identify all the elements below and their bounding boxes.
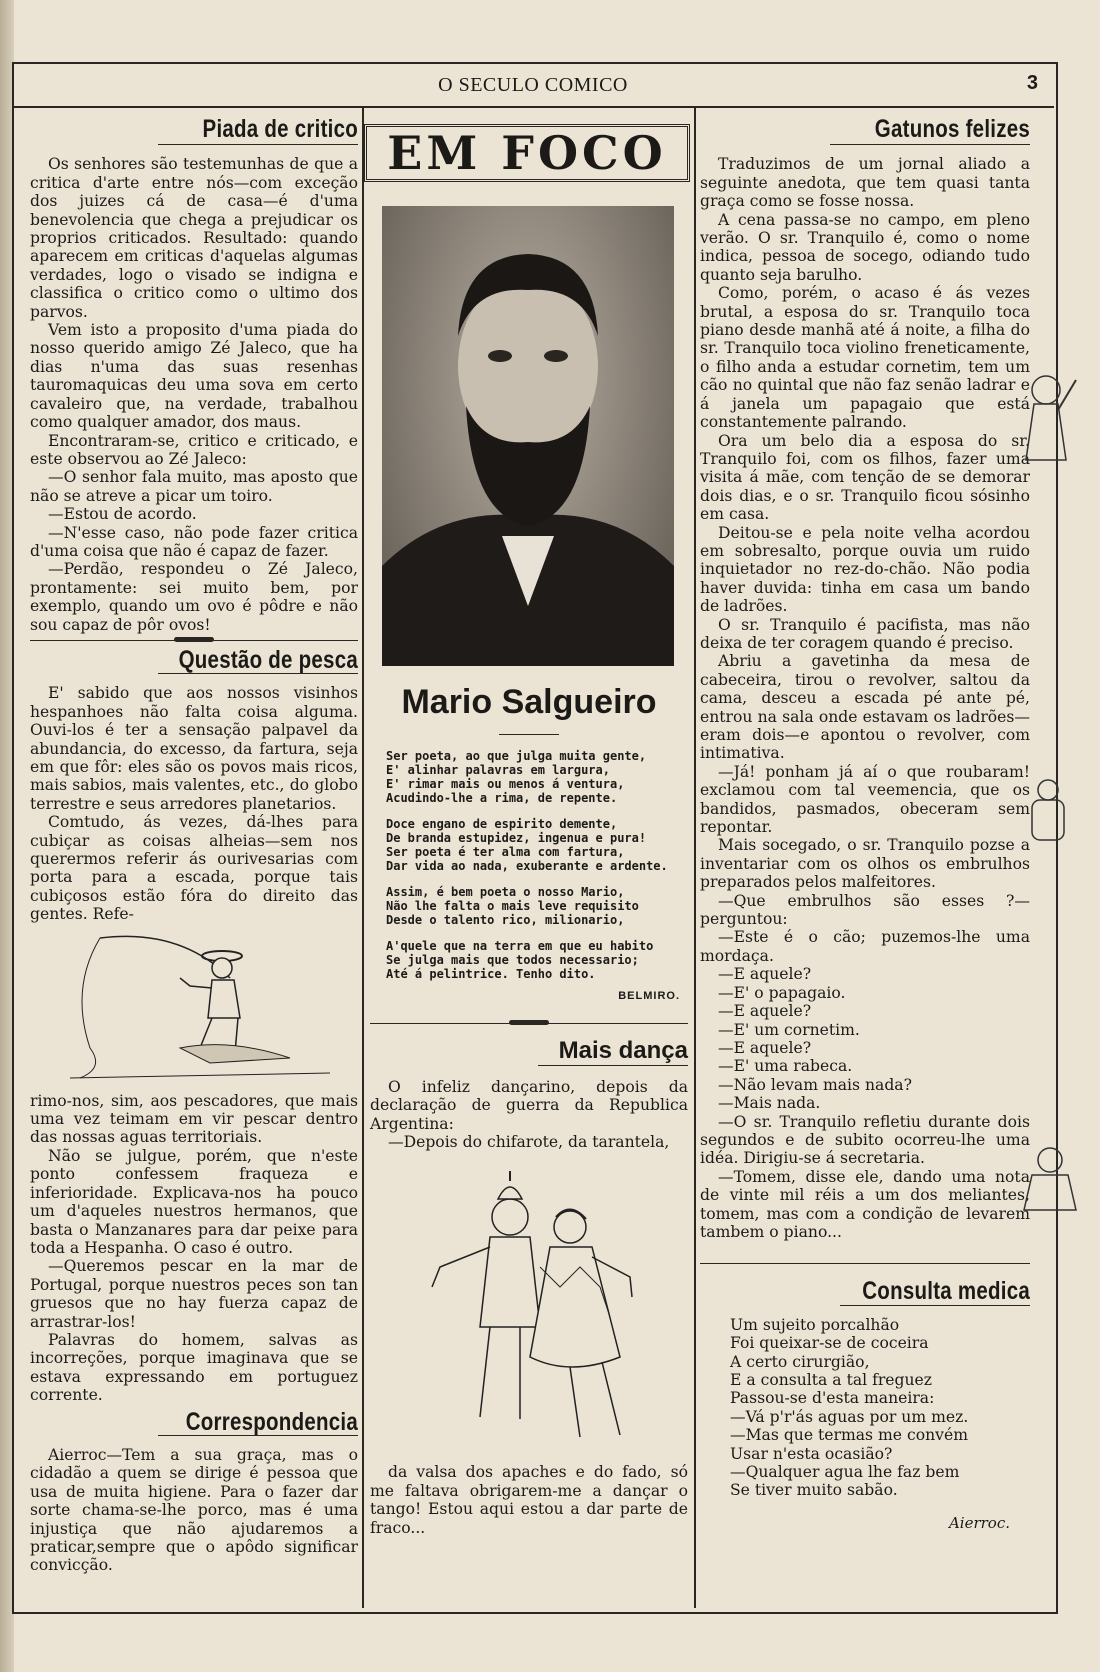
portrait-figure [382,206,674,666]
heading-rule [538,1065,688,1066]
consulta-heading: Consulta medica [862,1277,1030,1306]
pesca-article-top [30,684,358,923]
paragraph: Traduzimos de um jornal aliado a seguinte anedota, que tem quasi tanta graça como se fosse nossa. [700,155,1030,211]
poem-line: E' alinhar palavras em largura, [386,763,610,777]
paragraph: Como, porém, o acaso é ás vezes brutal, a esposa do sr. Tranquilo toca piano desde manhã até á noite, a filha do sr. Tranquilo toca violino freneticamente, o filho anda a estudar cornetim, tem um cão no quintal que não faz senão ladrar e á janela um papagaio que está constantemente palrando. [700,284,1030,432]
section-divider [700,1263,1030,1264]
poem-line: Até á pelintrice. Tenho dito. [386,967,596,981]
verse-line: Um sujeito porcalhão [730,1315,900,1334]
verse-line: Se tiver muito sabão. [730,1481,898,1500]
poem-line: Se julga mais que todos necessario; [386,953,639,967]
poem-signature: BELMIRO. [618,990,680,1002]
paragraph: —E' um cornetim. [718,1020,860,1039]
column-left [30,115,358,1575]
stanza-gap [386,805,688,817]
stanza-gap [386,927,688,939]
em-foco-title: EM FOCO [387,126,667,180]
paragraph: —O senhor fala muito, mas aposto que não se atreve a picar um toiro. [30,468,358,505]
correspondencia-heading: Correspondencia [185,1407,358,1436]
paragraph: —Perdão, respondeu o Zé Jaleco, prontamente: sei muito bem, por exemplo, quando um ovo é pôdre e não sou capaz de pôr ovos! [30,560,358,634]
verse-line: Usar n'esta ocasião? [730,1444,893,1463]
paragraph: E' sabido que aos nossos visinhos hespanhoes não falta coisa alguma. Ouvi-los é ter a sensação palpavel da abundancia, do excesso, da fartura, seja em que fôr: eles são os povos mais ricos, mais sabios, mais valentes, etc., do globo terrestre e seus arredores planetarios. [30,684,358,813]
paragraph: —Que embrulhos são esses ?—perguntou: [700,891,1030,929]
fisherman-illustration [30,928,358,1088]
verse-line: A certo cirurgião, [730,1352,870,1371]
verse-line: —Vá p'r'ás aguas por um mez. [730,1407,969,1426]
poem-line: A'quele que na terra em que eu habito [386,939,654,953]
paragraph: —Este é o cão; puzemos-lhe uma mordaça. [700,928,1030,965]
paragraph: —N'esse caso, não pode fazer critica d'uma coisa que não é capaz de fazer. [30,523,358,560]
paragraph: Mais socegado, o sr. Tranquilo pozse a inventariar com os olhos os embrulhos preparados pelos malfeitores. [700,836,1030,892]
gatunos-article [700,155,1030,1241]
poem-line: Desde o talento rico, milionario, [386,913,625,927]
name-rule [499,734,559,735]
paragraph: Encontraram-se, critico e criticado, e este observou ao Zé Jaleco: [30,431,358,468]
page-number: 3 [1026,72,1038,94]
paragraph: O sr. Tranquilo é pacifista, mas não deixa de ter coragem quando é preciso. [700,615,1030,652]
correspondencia-text: Aierroc—Tem a sua graça, mas o cidadão a quem se dirige é pessoa que usa de muita higiene. Para o fazer dar sorte chama-se-lhe porco, mas é uma injustiça que não ajudaremos a praticar,sempre que o apôdo significar convicção. [30,1445,358,1575]
paragraph: —E aquele? [718,965,812,984]
em-foco-banner [364,124,690,182]
paragraph: —E aquele? [718,1002,812,1021]
page-header [12,64,1054,108]
paragraph: Não se julgue, porém, que n'este ponto confessem fraqueza e inferioridade. Explicava-nos ha pouco um d'aqueles nuestros hermanos, que basta o Manzanares para dar peixe para toda a Hespanha. O caso é outro. [30,1146,358,1257]
stanza-gap [386,873,688,885]
paragraph: —E aquele? [718,1038,812,1057]
danca-text-bottom: da valsa dos apaches e do fado, só me faltava obrigarem-me a dançar o tango! Estou aqui estou a dar parte de fraco... [370,1463,688,1537]
poem-line: Ser poeta, ao que julga muita gente, [386,749,647,763]
heading-rule [830,144,1030,145]
portrait-name: Mario Salgueiro [401,683,657,721]
verse-line: Foi queixar-se de coceira [730,1334,929,1353]
masthead-title: O SECULO COMICO [438,74,628,96]
paragraph: A cena passa-se no campo, em pleno verão. O sr. Tranquilo é, como o nome indica, pessoa de socego, odiando tudo quanto seja barulho. [700,210,1030,284]
paragraph: rimo-nos, sim, aos pescadores, que mais uma vez teimam em vir pescar dentro das nossas aguas territoriais. [30,1091,358,1147]
pesca-article-bottom [30,1092,358,1405]
poem-line: Doce engano de espirito demente, [386,817,618,831]
verse-line: —Mas que termas me convém [730,1426,968,1445]
poem-line: Não lhe falta o mais leve requisito [386,899,639,913]
dancers-illustration [370,1157,688,1457]
poem-line: Ser poeta é ter alma com fartura, [386,845,625,859]
verse-line: E a consulta a tal freguez [730,1371,932,1389]
paragraph: —E' uma rabeca. [718,1057,853,1076]
heading-rule [158,144,358,145]
paragraph: Abriu a gavetinha da mesa de cabeceira, tirou o revolver, saltou da cama, desceu a escada pé ante pé, entrou na sala onde estavam os ladrões—eram dois—e apontou o revolver, com intimativa. [700,652,1030,763]
danca-heading: Mais dança [558,1037,688,1065]
piada-article [30,155,358,634]
danca-text-top: O infeliz dançarino, depois da declaração de guerra da Republica Argentina: [370,1077,688,1133]
paragraph: —Estou de acordo. [48,505,197,524]
verse-line: —Qualquer agua lhe faz bem [730,1463,960,1482]
paragraph: —E' o papagaio. [718,983,846,1002]
column-divider-right [694,108,696,1608]
portrait-photo [382,206,674,666]
column-center [370,682,688,1537]
poem [370,749,688,981]
poem-line: Assim, é bem poeta o nosso Mario, [386,885,625,899]
paragraph: Ora um belo dia a esposa do sr. Tranquilo foi, com os filhos, fazer uma visita á mãe, com tenção de se demorar dois dias, e o sr. Tranquilo ficou sósinho em casa. [700,431,1030,524]
paragraph: —Tomem, disse ele, dando uma nota de vinte mil réis a um dos meliantes, tomem, mas com a condição de levarem tambem o piano... [700,1167,1030,1241]
column-right [700,115,1030,1532]
verse-line: Passou-se d'esta maneira: [730,1389,935,1408]
paragraph: —Já! ponham já aí o que roubaram! exclamou com tal veemencia, que os bandidos, pasmados, obeceram sem repontar. [700,762,1030,837]
poem-line: E' rimar mais ou menos á ventura, [386,777,625,791]
section-divider [370,1023,688,1030]
consulta-verse [700,1316,1030,1500]
paragraph: Comtudo, ás vezes, dá-lhes para cubiçar as coisas alheias—sem nos querermos referir ás ourivesarias com porta para a escada, porque tais cubiçosos estão fóra do direito das gentes. Refe- [30,813,358,924]
gatunos-heading: Gatunos felizes [874,115,1030,143]
paragraph: Os senhores são testemunhas de que a critica d'arte entre nós—com exceção dos juizes cá de casa—é d'uma benevolencia que chega a prejudicar os proprios criticados. Resultado: quando aparecem em criticas d'aquelas algumas verdades, logo o visado se indigna e classifica o critico como o ultimo dos parvos. [30,155,358,321]
margin-doodles [1010,360,1090,1220]
paragraph: Vem isto a proposito d'uma piada do nosso querido amigo Zé Jaleco, que ha dias n'uma das suas resenhas tauromaquicas deu uma sova em certo cavaleiro que, na verdade, trabalhou como qualquer amador, dos maus. [30,321,358,432]
paragraph: —Queremos pescar en la mar de Portugal, porque nuestros peces son tan gruesos que no hay fuerza capaz de arrastrar-los! [30,1257,358,1331]
piada-heading: Piada de critico [202,115,358,143]
poem-line: Dar vida ao nada, exuberante e ardente. [386,859,668,873]
poem-line: Acudindo-lhe a rima, de repente. [386,791,618,805]
consulta-signature: Aierroc. [948,1513,1010,1532]
pesca-heading: Questão de pesca [178,645,358,674]
paragraph: —Não levam mais nada? [718,1075,912,1094]
paragraph: —O sr. Tranquilo refletiu durante dois segundos e de subito ocorreu-lhe uma idéa. Dirigiu-se á secretaria. [700,1112,1030,1168]
danca-quote: —Depois do chifarote, da tarantela, [388,1133,670,1152]
paragraph: —Mais nada. [718,1094,821,1113]
column-divider-left [362,108,364,1608]
paragraph: Palavras do homem, salvas as incorreções, porque imaginava que se estava expressando em portuguez corrente. [30,1330,358,1405]
poem-line: De branda estupidez, ingenua e pura! [386,831,647,845]
paragraph: Deitou-se e pela noite velha acordou em sobresalto, porque ouvia um ruido inquietador no rez-do-chão. Não podia haver duvida: tinha em casa um bando de ladrões. [700,523,1030,616]
